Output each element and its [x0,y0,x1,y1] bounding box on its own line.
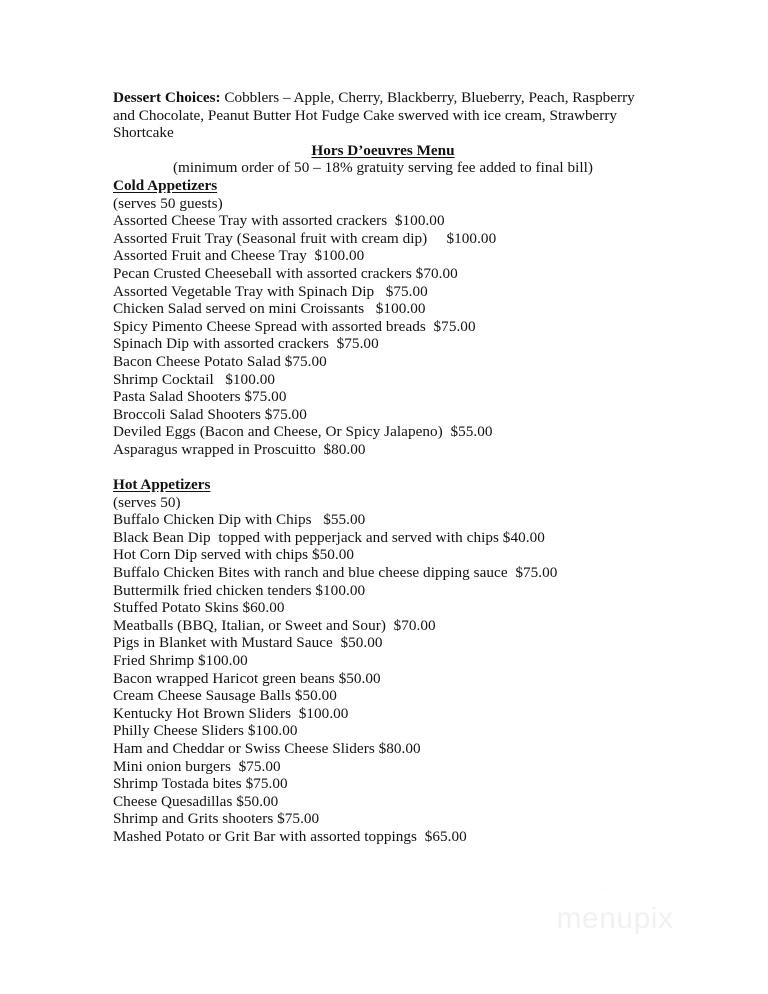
menu-item: Buffalo Chicken Bites with ranch and blue cheese dipping sauce $75.00 [113,564,558,582]
section-heading-hot-appetizers-text: Hot Appetizers [113,476,211,494]
menu-title-text: Hors D’oeuvres Menu [311,141,455,159]
menu-item: Ham and Cheddar or Swiss Cheese Sliders $80.00 [113,739,421,757]
menu-item: Broccoli Salad Shooters $75.00 [113,405,307,423]
menu-item: Assorted Cheese Tray with assorted crackers $100.00 [113,212,445,230]
document-body [113,89,653,846]
menu-item: Cheese Quesadillas $50.00 [113,792,279,810]
dessert-choices-separator: : [215,89,221,106]
menu-item: Pigs in Blanket with Mustard Sauce $50.00 [113,634,383,652]
dessert-choices-paragraph [113,89,653,142]
menu-item: Assorted Vegetable Tray with Spinach Dip $75.00 [113,282,428,300]
watermark [510,882,720,936]
section-heading-cold-appetizers [113,177,653,195]
watermark-brand: menupix [556,902,674,935]
menu-item: Shrimp and Grits shooters $75.00 [113,810,320,828]
menu-item: Assorted Fruit and Cheese Tray $100.00 [113,247,365,265]
menu-item: Shrimp Cocktail $100.00 [113,370,275,388]
section-serves-cold-appetizers: (serves 50 guests) [113,194,223,212]
menu-item: Shrimp Tostada bites $75.00 [113,775,288,793]
menu-item: Hot Corn Dip served with chips $50.00 [113,546,355,564]
menu-item: Buffalo Chicken Dip with Chips $55.00 [113,511,366,529]
menu-item: Chicken Salad served on mini Croissants $100.00 [113,300,426,318]
dessert-choices-label: Dessert Choices [113,89,216,106]
menu-item: Black Bean Dip topped with pepperjack and served with chips $40.00 [113,528,545,546]
section-serves-hot-appetizers: (serves 50) [113,493,181,511]
section-heading-cold-appetizers-text: Cold Appetizers [113,176,218,194]
menu-item: Bacon wrapped Haricot green beans $50.00 [113,669,381,687]
section-spacer [113,458,653,476]
menu-item: Philly Cheese Sliders $100.00 [113,722,298,740]
menu-item: Deviled Eggs (Bacon and Cheese, Or Spicy Jalapeno) $55.00 [113,423,493,441]
menu-item: Mini onion burgers $75.00 [113,757,281,775]
menu-item: Pasta Salad Shooters $75.00 [113,388,287,406]
menu-item: Fried Shrimp $100.00 [113,652,248,669]
menu-item: Meatballs (BBQ, Italian, or Sweet and Sour) $70.00 [113,616,436,634]
menu-item: Mashed Potato or Grit Bar with assorted toppings $65.00 [113,827,467,845]
menu-item: Buttermilk fried chicken tenders $100.00 [113,581,366,599]
menu-item: Bacon Cheese Potato Salad $75.00 [113,352,327,370]
dessert-choices-text: Cobblers – Apple, Cherry, Blackberry, Blueberry, Peach, Raspberry and Chocolate, Peanut Butter Hot Fudge Cake swerved with ice cream, Strawberry Shortcake [113,89,635,142]
watermark-tagline: find what you love [558,883,672,895]
menu-item: Spicy Pimento Cheese Spread with assorted breads $75.00 [113,317,476,335]
menu-item: Assorted Fruit Tray (Seasonal fruit with cream dip) $100.00 [113,229,497,247]
menu-item: Stuffed Potato Skins $60.00 [113,599,285,617]
menu-item: Spinach Dip with assorted crackers $75.00 [113,335,379,353]
menu-item: Pecan Crusted Cheeseball with assorted crackers $70.00 [113,264,458,282]
section-heading-hot-appetizers [113,476,653,494]
menu-item: Asparagus wrapped in Proscuitto $80.00 [113,440,366,458]
menu-title [113,142,653,160]
menu-item: Cream Cheese Sausage Balls $50.00 [113,687,337,705]
menu-note: (minimum order of 50 – 18% gratuity serving fee added to final bill) [172,159,594,177]
menu-item: Kentucky Hot Brown Sliders $100.00 [113,704,349,722]
